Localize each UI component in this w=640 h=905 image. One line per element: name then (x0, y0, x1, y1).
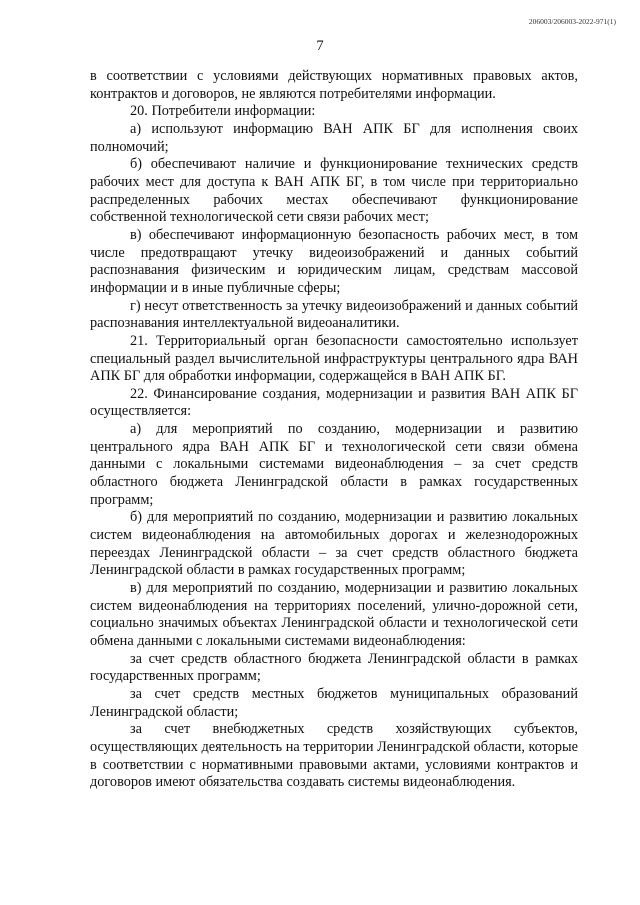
paragraph: за счет средств местных бюджетов муниципальных образований Ленинградской области; (90, 685, 578, 720)
paragraph: г) несут ответственность за утечку видеоизображений и данных событий распознавания интеллектуальной видеоаналитики. (90, 297, 578, 332)
paragraph: б) для мероприятий по созданию, модернизации и развитию локальных систем видеонаблюдения на автомобильных дорогах и железнодорожных переездах Ленинградской области – за счет средств областного бюджета Ленинградской области в рамках государственных программ; (90, 509, 578, 579)
paragraph: 22. Финансирование создания, модернизации и развития ВАН АПК БГ осуществляется: (90, 385, 578, 420)
paragraph: б) обеспечивают наличие и функционирование технических средств рабочих мест для доступа к ВАН АПК БГ, в том числе при территориально распределенных рабочих местах обеспечивают функционирование собственной технологической сети связи рабочих мест; (90, 156, 578, 226)
page-number: 7 (316, 38, 324, 54)
paragraph: 20. Потребители информации: (130, 103, 316, 120)
paragraph: за счет внебюджетных средств хозяйствующих субъектов, осуществляющих деятельность на территории Ленинградской области, которые в соответствии с нормативными правовыми актами, условиями контрактов и договоров имеют обязательства создавать системы видеонаблюдения. (90, 721, 578, 791)
paragraph: за счет средств областного бюджета Ленинградской области в рамках государственных программ; (90, 650, 578, 685)
paragraph: а) для мероприятий по созданию, модернизации и развитию центрального ядра ВАН АПК БГ и технологической сети связи обмена данными с локальными системами видеонаблюдения – за счет средств областного бюджета Ленинградской области в рамках государственных программ; (90, 421, 578, 508)
body-text (90, 68, 578, 792)
paragraph: 21. Территориальный орган безопасности самостоятельно использует специальный раздел вычислительной инфраструктуры центрального ядра ВАН АПК БГ для обработки информации, содержащейся в ВАН АПК БГ. (90, 332, 578, 385)
paragraph: а) используют информацию ВАН АПК БГ для исполнения своих полномочий; (90, 120, 578, 155)
paragraph: в) обеспечивают информационную безопасность рабочих мест, в том числе предотвращают утечку видеоизображений и данных событий распознавания физическим и юридическим лицам, средствам массовой информации и в иные публичные сферы; (90, 226, 578, 296)
paragraph: в соответствии с условиями действующих нормативных правовых актов, контрактов и договоров, не являются потребителями информации. (90, 68, 578, 102)
paragraph: в) для мероприятий по созданию, модернизации и развитию локальных систем видеонаблюдения на территориях поселений, улично-дорожной сети, социально значимых объектах Ленинградской области и технологической сети обмена данными с локальными системами видеонаблюдения: (90, 580, 578, 649)
document-code: 206003/206003-2022-971(1) (528, 17, 616, 26)
